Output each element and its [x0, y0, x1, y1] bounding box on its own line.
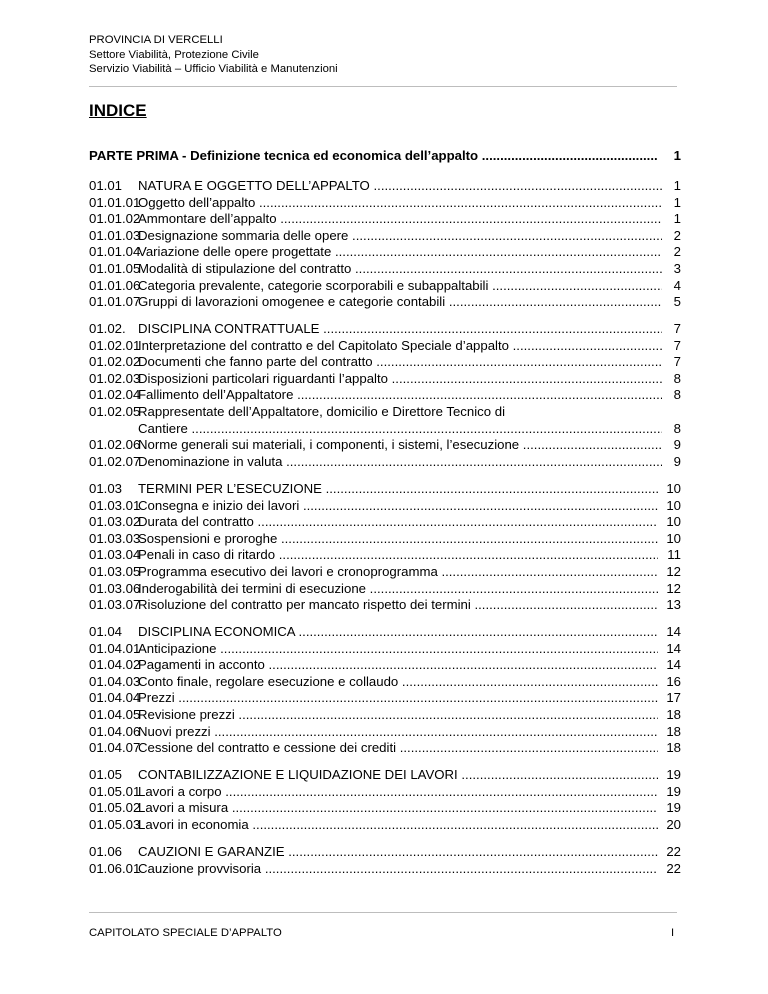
toc-entry[interactable] — [89, 690, 681, 707]
toc-entry[interactable] — [89, 294, 681, 311]
toc-entry-page: 8 — [673, 387, 681, 403]
toc-section-0105 — [89, 767, 681, 833]
toc-entry-number: 01.01.04 — [89, 244, 141, 260]
toc-entry-page: 9 — [673, 453, 681, 469]
toc-entry-number: 01.04.07 — [89, 740, 141, 756]
toc-entry[interactable] — [89, 597, 681, 614]
toc-entry-text: Cessione del contratto e cessione dei crediti ..... — [138, 740, 658, 757]
toc-entry[interactable] — [89, 657, 681, 674]
toc-entry-text: Durata del contratto ..... — [138, 514, 658, 531]
toc-entry-page: 1 — [673, 194, 681, 210]
toc-entry[interactable] — [89, 844, 681, 861]
toc-entry-page: 8 — [673, 420, 681, 436]
toc-entry-text: Documenti che fanno parte del contratto ..... — [138, 354, 662, 371]
toc-entry-text: Sospensioni e proroghe ..... — [138, 531, 658, 548]
toc-entry-text: Rappresentate dell’Appaltatore, domicilio e Direttore Tecnico di — [138, 403, 506, 419]
toc-entry[interactable] — [89, 195, 681, 212]
toc-entry[interactable] — [89, 354, 681, 371]
toc-entry-number: 01.03.07 — [89, 597, 141, 613]
header-line-province: PROVINCIA DI VERCELLI — [89, 34, 223, 46]
toc-entry-number: 01.03.03 — [89, 530, 141, 546]
toc-entry-page: 17 — [666, 690, 681, 706]
toc-entry-number: 01.03.06 — [89, 580, 141, 596]
toc-entry-text: Consegna e inizio dei lavori ..... — [138, 498, 658, 515]
toc-entry-number: 01.03.04 — [89, 547, 141, 563]
toc-entry-text: DISCIPLINA CONTRATTUALE ..... — [138, 321, 662, 338]
toc-entry-number: 01.05 — [89, 767, 123, 782]
toc-entry-text: Cauzione provvisoria ..... — [138, 861, 658, 878]
toc-section-0104 — [89, 624, 681, 757]
toc-entry[interactable] — [89, 498, 681, 515]
footer-page-number: I — [671, 927, 675, 939]
toc-entry-number: 01.04.05 — [89, 706, 141, 722]
toc-entry-number: 01.02. — [89, 321, 126, 336]
toc-entry-text: Prezzi ..... — [138, 690, 658, 707]
toc-entry-page: 2 — [673, 227, 681, 243]
toc-entry[interactable] — [89, 547, 681, 564]
toc-entry-page: 14 — [666, 624, 681, 639]
toc-entry-text: Norme generali sui materiali, i componenti, i sistemi, l’esecuzione ..... — [138, 437, 662, 454]
toc-entry-number: 01.02.05 — [89, 403, 141, 419]
header-divider — [89, 86, 677, 87]
toc-entry-text: Interpretazione del contratto e del Capitolato Speciale d’appalto ..... — [138, 338, 662, 355]
toc-entry-page: 5 — [673, 294, 681, 310]
toc-entry-page: 14 — [666, 640, 681, 656]
toc-part-text: PARTE PRIMA - Definizione tecnica ed economica dell’appalto ..... — [89, 148, 658, 165]
toc-entry-text: Denominazione in valuta ..... — [138, 454, 662, 471]
toc-entry[interactable] — [89, 437, 681, 454]
toc-entry-page: 18 — [666, 740, 681, 756]
toc-entry-number: 01.06 — [89, 844, 123, 859]
toc-entry-number: 01.05.03 — [89, 816, 141, 832]
toc-entry[interactable] — [89, 800, 681, 817]
toc-entry[interactable] — [89, 624, 681, 641]
toc-entry[interactable] — [89, 321, 681, 338]
toc-entry[interactable] — [89, 261, 681, 278]
toc-entry[interactable] — [89, 228, 681, 245]
toc-entry-text: Ammontare dell’appalto ..... — [138, 211, 662, 228]
toc-entry-number: 01.04.01 — [89, 640, 141, 656]
toc-entry-text: Lavori a misura ..... — [138, 800, 658, 817]
toc-entry-page: 19 — [666, 800, 681, 816]
toc-entry-page: 8 — [673, 370, 681, 386]
toc-entry[interactable] — [89, 244, 681, 261]
toc-entry[interactable] — [89, 278, 681, 295]
toc-entry-page: 16 — [666, 673, 681, 689]
toc-entry-number: 01.06.01 — [89, 860, 141, 876]
toc-entry-number: 01.02.07 — [89, 453, 141, 469]
toc-entry-number: 01.02.01 — [89, 337, 141, 353]
toc-section-0101 — [89, 178, 681, 311]
toc-entry[interactable] — [89, 481, 681, 498]
header-line-service: Servizio Viabilità – Ufficio Viabilità e Manutenzioni — [89, 63, 338, 75]
toc-entry-page: 10 — [666, 497, 681, 513]
toc-entry[interactable] — [89, 861, 681, 878]
toc-entry[interactable] — [89, 740, 681, 757]
toc-entry-page: 1 — [673, 178, 681, 193]
toc-entry[interactable] — [89, 211, 681, 228]
toc-entry-page: 20 — [666, 816, 681, 832]
toc-entry[interactable] — [89, 371, 681, 388]
toc-entry-page: 7 — [673, 337, 681, 353]
toc-entry-number: 01.04.04 — [89, 690, 141, 706]
toc-entry-text: Lavori a corpo ..... — [138, 784, 658, 801]
toc-entry-text: Risoluzione del contratto per mancato rispetto dei termini ..... — [138, 597, 658, 614]
toc-entry-number: 01.03.01 — [89, 497, 141, 513]
toc-entry-page: 4 — [673, 277, 681, 293]
toc-entry-number: 01.01 — [89, 178, 123, 193]
toc-entry-page: 18 — [666, 706, 681, 722]
toc-entry-text: Anticipazione ..... — [138, 641, 658, 658]
toc-entry-page: 10 — [666, 514, 681, 530]
toc-entry-text: Cantiere ..... — [138, 421, 662, 438]
toc-entry-page: 9 — [673, 437, 681, 453]
footer-divider — [89, 912, 677, 913]
toc-entry-number: 01.04.06 — [89, 723, 141, 739]
document-header — [89, 33, 677, 77]
toc-entry-page: 7 — [673, 354, 681, 370]
toc-entry-page: 22 — [666, 844, 681, 859]
header-line-sector: Settore Viabilità, Protezione Civile — [89, 48, 259, 61]
toc-entry-number: 01.04.02 — [89, 657, 141, 673]
toc-entry-page: 1 — [673, 211, 681, 227]
toc-entry-page: 22 — [666, 860, 681, 876]
toc-section-0102 — [89, 321, 681, 470]
toc-entry[interactable] — [89, 724, 681, 741]
toc-entry-number: 01.02.04 — [89, 387, 141, 403]
toc-entry[interactable] — [89, 387, 681, 404]
toc-entry-text: Designazione sommaria delle opere ..... — [138, 228, 662, 245]
toc-entry-page: 3 — [673, 260, 681, 276]
toc-entry-number: 01.01.06 — [89, 277, 141, 293]
toc-entry-number: 01.03.05 — [89, 563, 141, 579]
toc-entry[interactable] — [89, 581, 681, 598]
toc-entry-continuation[interactable] — [89, 421, 681, 438]
toc-entry-text: Disposizioni particolari riguardanti l’appalto ..... — [138, 371, 662, 388]
toc-entry-number: 01.05.01 — [89, 783, 141, 799]
toc-entry-text: Variazione delle opere progettate ..... — [138, 244, 662, 261]
toc-entry[interactable] — [89, 338, 681, 355]
toc-entry-number: 01.01.07 — [89, 294, 141, 310]
toc-entry[interactable] — [89, 707, 681, 724]
toc-entry[interactable] — [89, 454, 681, 471]
toc-entry[interactable] — [89, 784, 681, 801]
toc-entry-page: 19 — [666, 767, 681, 782]
toc-entry-page: 10 — [666, 530, 681, 546]
toc-entry-page: 12 — [666, 563, 681, 579]
toc-entry-page: 7 — [673, 321, 681, 336]
toc-entry-text: NATURA E OGGETTO DELL’APPALTO ..... — [138, 178, 662, 195]
toc-entry-number: 01.03 — [89, 481, 123, 496]
toc-entry-number: 01.01.02 — [89, 211, 141, 227]
toc-entry-page: 18 — [666, 723, 681, 739]
toc-entry-number: 01.01.01 — [89, 194, 141, 210]
toc-entry-text: Inderogabilità dei termini di esecuzione ..... — [138, 581, 658, 598]
toc-entry[interactable] — [89, 674, 681, 691]
toc-entry[interactable] — [89, 178, 681, 195]
toc-entry-text: TERMINI PER L’ESECUZIONE ..... — [138, 481, 658, 498]
toc-entry-text: Revisione prezzi ..... — [138, 707, 658, 724]
toc-entry[interactable] — [89, 531, 681, 548]
toc-entry-number: 01.04 — [89, 624, 123, 639]
toc-entry-text: Penali in caso di ritardo ..... — [138, 547, 658, 564]
toc-entry[interactable] — [89, 404, 681, 421]
toc-entry[interactable] — [89, 564, 681, 581]
toc-entry-text: Pagamenti in acconto ..... — [138, 657, 658, 674]
toc-section-0103 — [89, 481, 681, 614]
toc-part-heading[interactable] — [89, 148, 681, 165]
toc-entry-number: 01.02.06 — [89, 437, 141, 453]
toc-entry-page: 11 — [667, 547, 681, 563]
toc-entry-text: Categoria prevalente, categorie scorporabili e subappaltabili ..... — [138, 278, 662, 295]
toc-entry-page: 10 — [666, 481, 681, 496]
toc-entry-text: Nuovi prezzi ..... — [138, 724, 658, 741]
toc-entry-number: 01.03.02 — [89, 514, 141, 530]
toc-entry-number: 01.02.02 — [89, 354, 141, 370]
toc-entry-text: Conto finale, regolare esecuzione e collaudo ..... — [138, 674, 658, 691]
toc-entry-text: Gruppi di lavorazioni omogenee e categorie contabili ..... — [138, 294, 662, 311]
toc-entry-page: 14 — [666, 657, 681, 673]
toc-part-block — [89, 148, 681, 165]
toc-entry-text: Fallimento dell’Appaltatore ..... — [138, 387, 662, 404]
toc-entry-text: DISCIPLINA ECONOMICA ..... — [138, 624, 658, 641]
toc-entry-text: CAUZIONI E GARANZIE ..... — [138, 844, 658, 861]
toc-entry-text: Programma esecutivo dei lavori e cronoprogramma ..... — [138, 564, 658, 581]
toc-entry[interactable] — [89, 641, 681, 658]
toc-entry-page: 12 — [666, 580, 681, 596]
toc-part-page: 1 — [673, 148, 681, 163]
toc-entry-number: 01.02.03 — [89, 370, 141, 386]
toc-entry-text: Oggetto dell’appalto ..... — [138, 195, 662, 212]
toc-entry-page: 2 — [673, 244, 681, 260]
toc-entry-page: 13 — [666, 597, 681, 613]
toc-entry-page: 19 — [666, 783, 681, 799]
toc-entry-number: 01.01.03 — [89, 227, 141, 243]
toc-entry[interactable] — [89, 767, 681, 784]
toc-section-0106 — [89, 844, 681, 877]
page-title: INDICE — [89, 101, 147, 120]
toc-entry[interactable] — [89, 514, 681, 531]
toc-entry-text: Modalità di stipulazione del contratto ..... — [138, 261, 662, 278]
toc-entry-number: 01.05.02 — [89, 800, 141, 816]
toc-entry-text: Lavori in economia ..... — [138, 817, 658, 834]
toc-entry[interactable] — [89, 817, 681, 834]
footer-document-title: CAPITOLATO SPECIALE D’APPALTO — [89, 927, 282, 939]
toc-entry-number: 01.04.03 — [89, 673, 141, 689]
toc-entry-text: CONTABILIZZAZIONE E LIQUIDAZIONE DEI LAVORI ..... — [138, 767, 658, 784]
toc-entry-number: 01.01.05 — [89, 260, 141, 276]
